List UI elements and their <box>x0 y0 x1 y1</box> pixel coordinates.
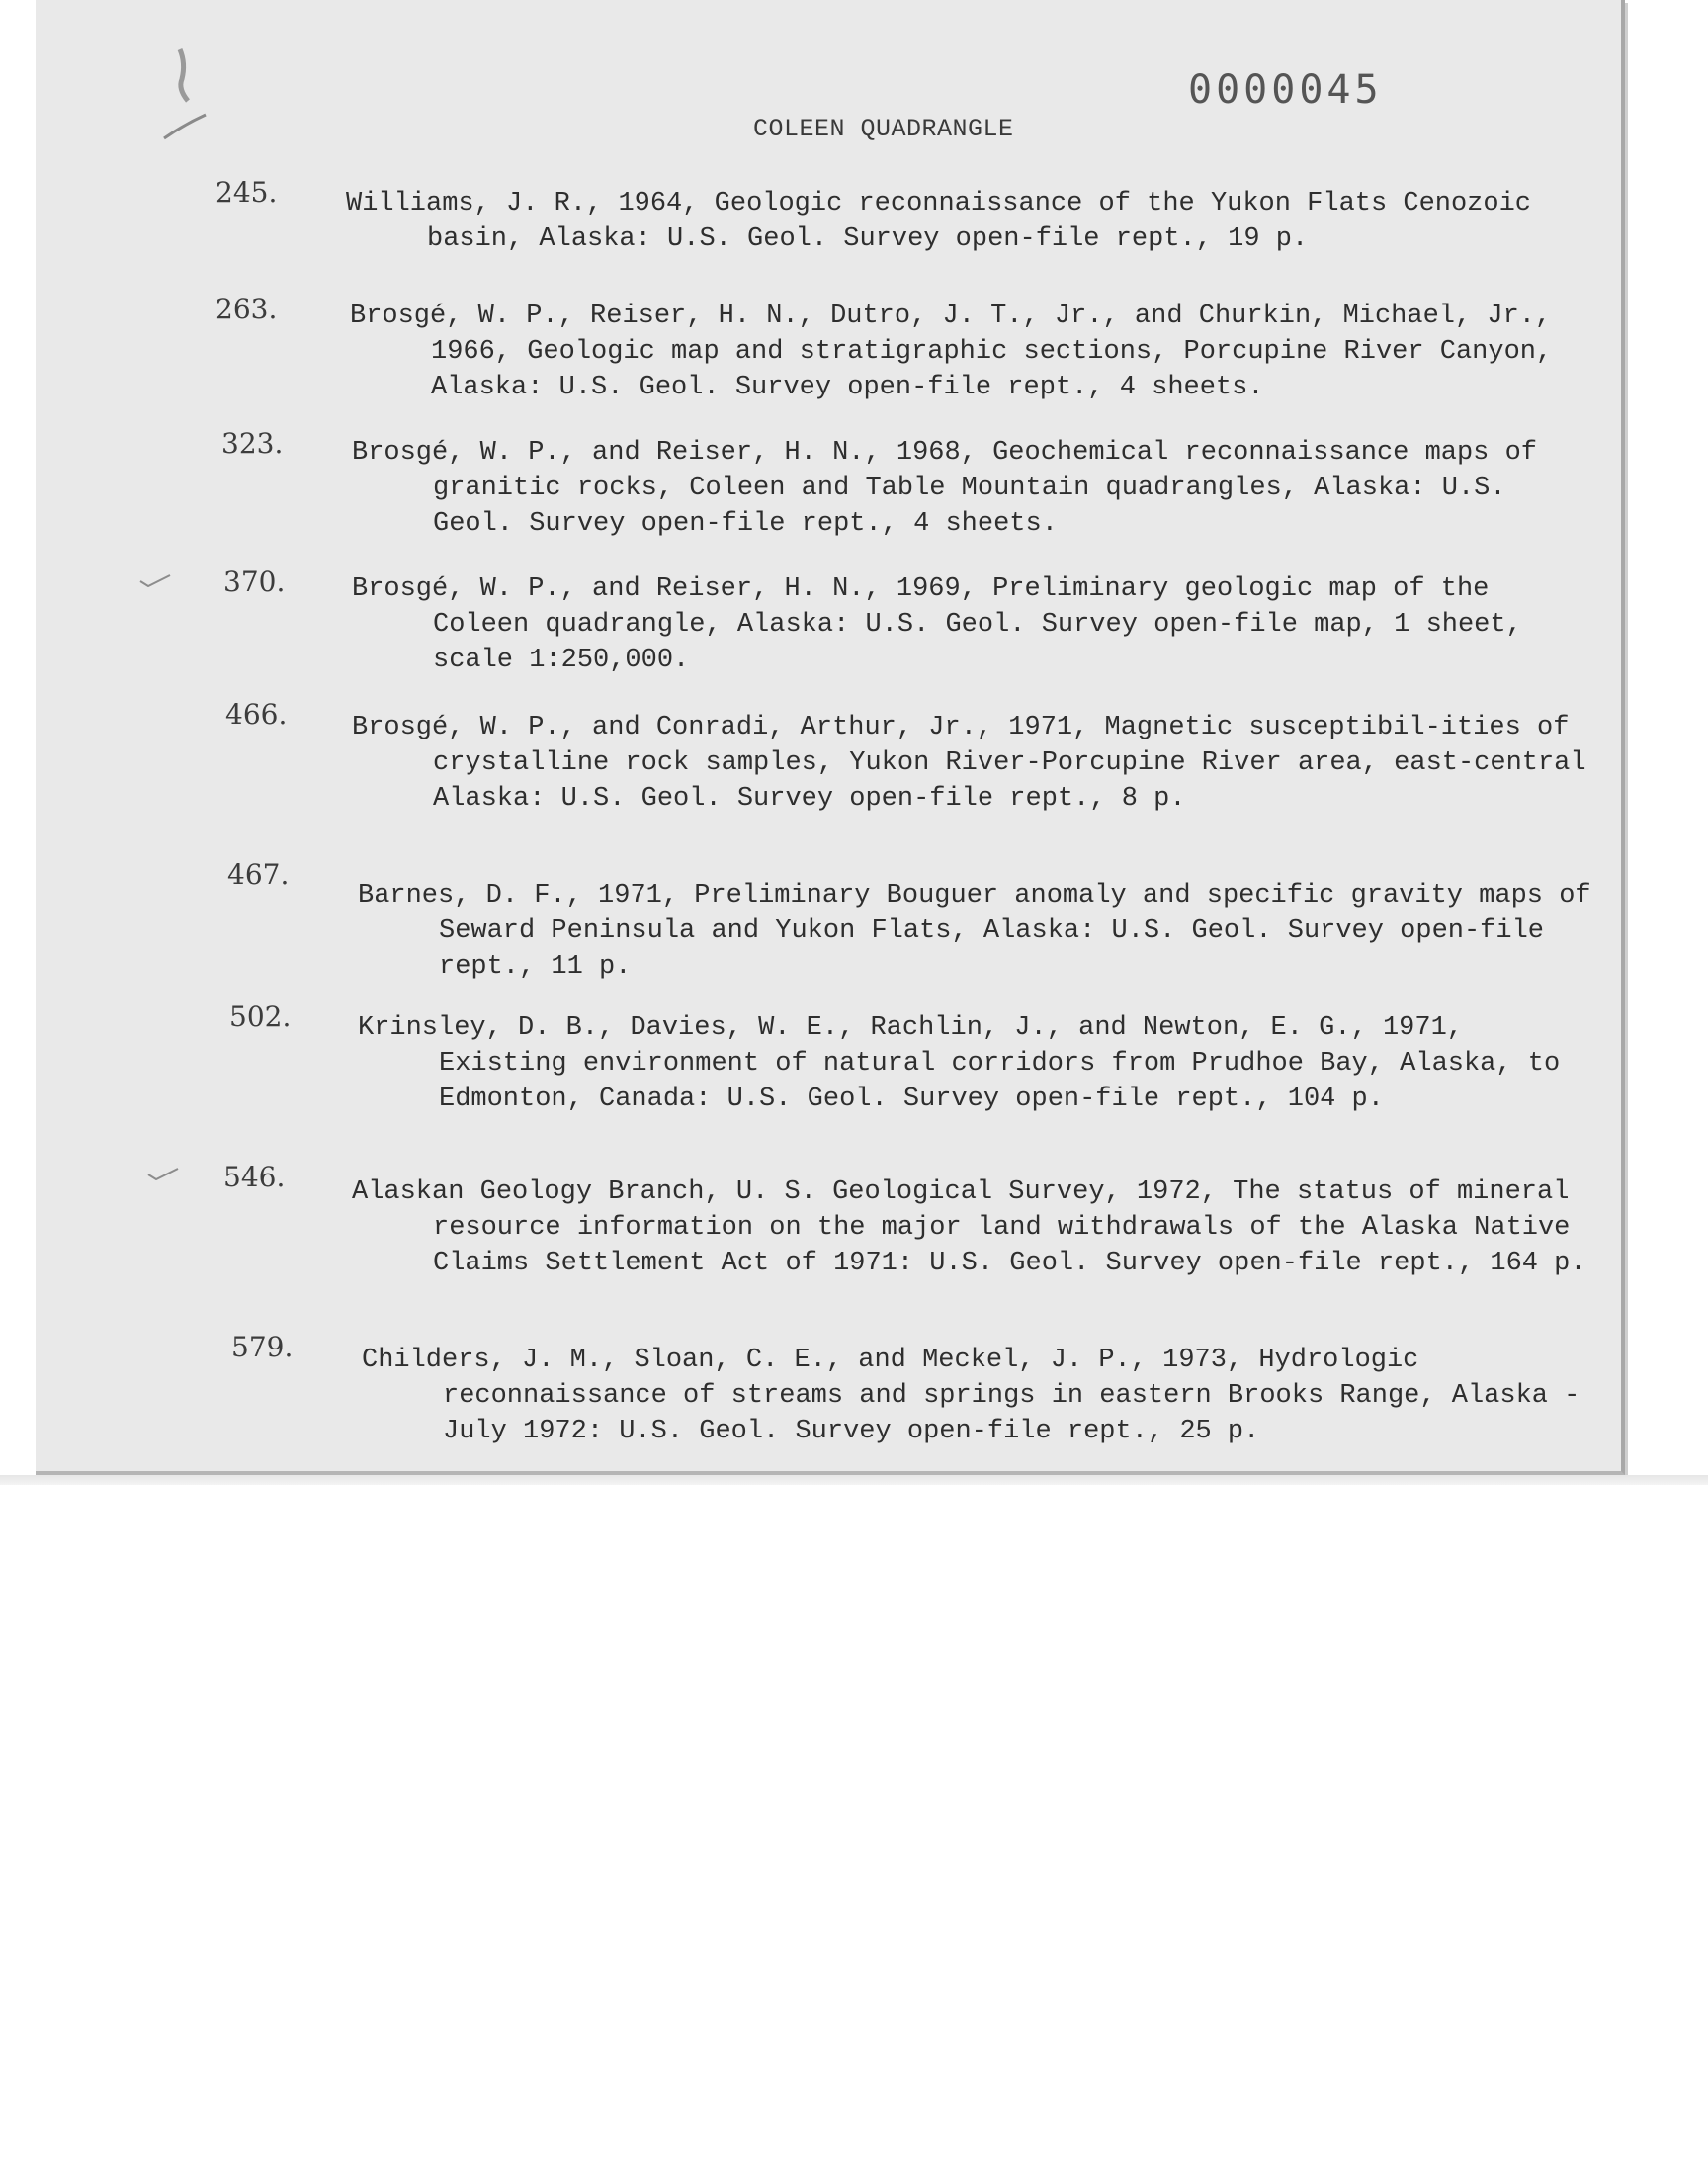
scanned-card <box>36 0 1625 1475</box>
entry-citation: Brosgé, W. P., Reiser, H. N., Dutro, J. T., Jr., and Churkin, Michael, Jr., 1966, Geologic map and stratigraphic sections, Porcupine River Canyon, Alaska: U.S. Geol. Survey open-file rept., 4 sheets. <box>350 302 1553 402</box>
entry-citation: Brosgé, W. P., and Reiser, H. N., 1969, Preliminary geologic map of the Coleen quadrangle, Alaska: U.S. Geol. Survey open-file map, 1 sheet, scale 1:250,000. <box>352 574 1522 675</box>
entry-number: 546. <box>223 1161 286 1193</box>
entry-citation: Barnes, D. F., 1971, Preliminary Bouguer anomaly and specific gravity maps of Seward Peninsula and Yukon Flats, Alaska: U.S. Geol. Survey open-file rept., 11 p. <box>358 881 1591 982</box>
entry-number: 466. <box>225 698 288 731</box>
checkmark-icon <box>146 1167 180 1180</box>
document-title: COLEEN QUADRANGLE <box>753 115 1014 143</box>
entry-number: 323. <box>221 427 284 460</box>
checkmark-icon <box>138 573 172 587</box>
entry-number: 245. <box>215 176 278 209</box>
corner-smudge-mark <box>95 20 233 158</box>
entry-citation: Williams, J. R., 1964, Geologic reconnaissance of the Yukon Flats Cenozoic basin, Alaska: U.S. Geol. Survey open-file rept., 19 p. <box>346 189 1531 254</box>
scan-edge-strip <box>0 1475 1708 1485</box>
entry-citation: Krinsley, D. B., Davies, W. E., Rachlin, J., and Newton, E. G., 1971, Existing environment of natural corridors from Prudhoe Bay, Alaska, to Edmonton, Canada: U.S. Geol. Survey open-file rept., 104 p. <box>358 1013 1561 1114</box>
entry-citation: Childers, J. M., Sloan, C. E., and Meckel, J. P., 1973, Hydrologic reconnaissance of streams and springs in eastern Brooks Range, Alaska - July 1972: U.S. Geol. Survey open-file rept., 25 p. <box>362 1346 1580 1446</box>
document-number: 0000045 <box>1188 67 1383 113</box>
entry-citation: Alaskan Geology Branch, U. S. Geological Survey, 1972, The status of mineral resource information on the major land withdrawals of the Alaska Native Claims Settlement Act of 1971: U.S. Geol. Survey open-file rept., 164 p. <box>352 1177 1586 1278</box>
entry-number: 370. <box>223 566 286 598</box>
entry-number: 467. <box>227 858 290 891</box>
entry-citation: Brosgé, W. P., and Conradi, Arthur, Jr., 1971, Magnetic susceptibil-ities of crystalline rock samples, Yukon River-Porcupine River area, east-central Alaska: U.S. Geol. Survey open-file rept., 8 p. <box>352 713 1586 814</box>
entry-number: 263. <box>215 293 278 325</box>
entry-number: 502. <box>229 1000 292 1033</box>
entry-citation: Brosgé, W. P., and Reiser, H. N., 1968, Geochemical reconnaissance maps of granitic rocks, Coleen and Table Mountain quadrangles, Alaska: U.S. Geol. Survey open-file rept., 4 sheets. <box>352 438 1537 539</box>
entry-number: 579. <box>231 1331 294 1363</box>
